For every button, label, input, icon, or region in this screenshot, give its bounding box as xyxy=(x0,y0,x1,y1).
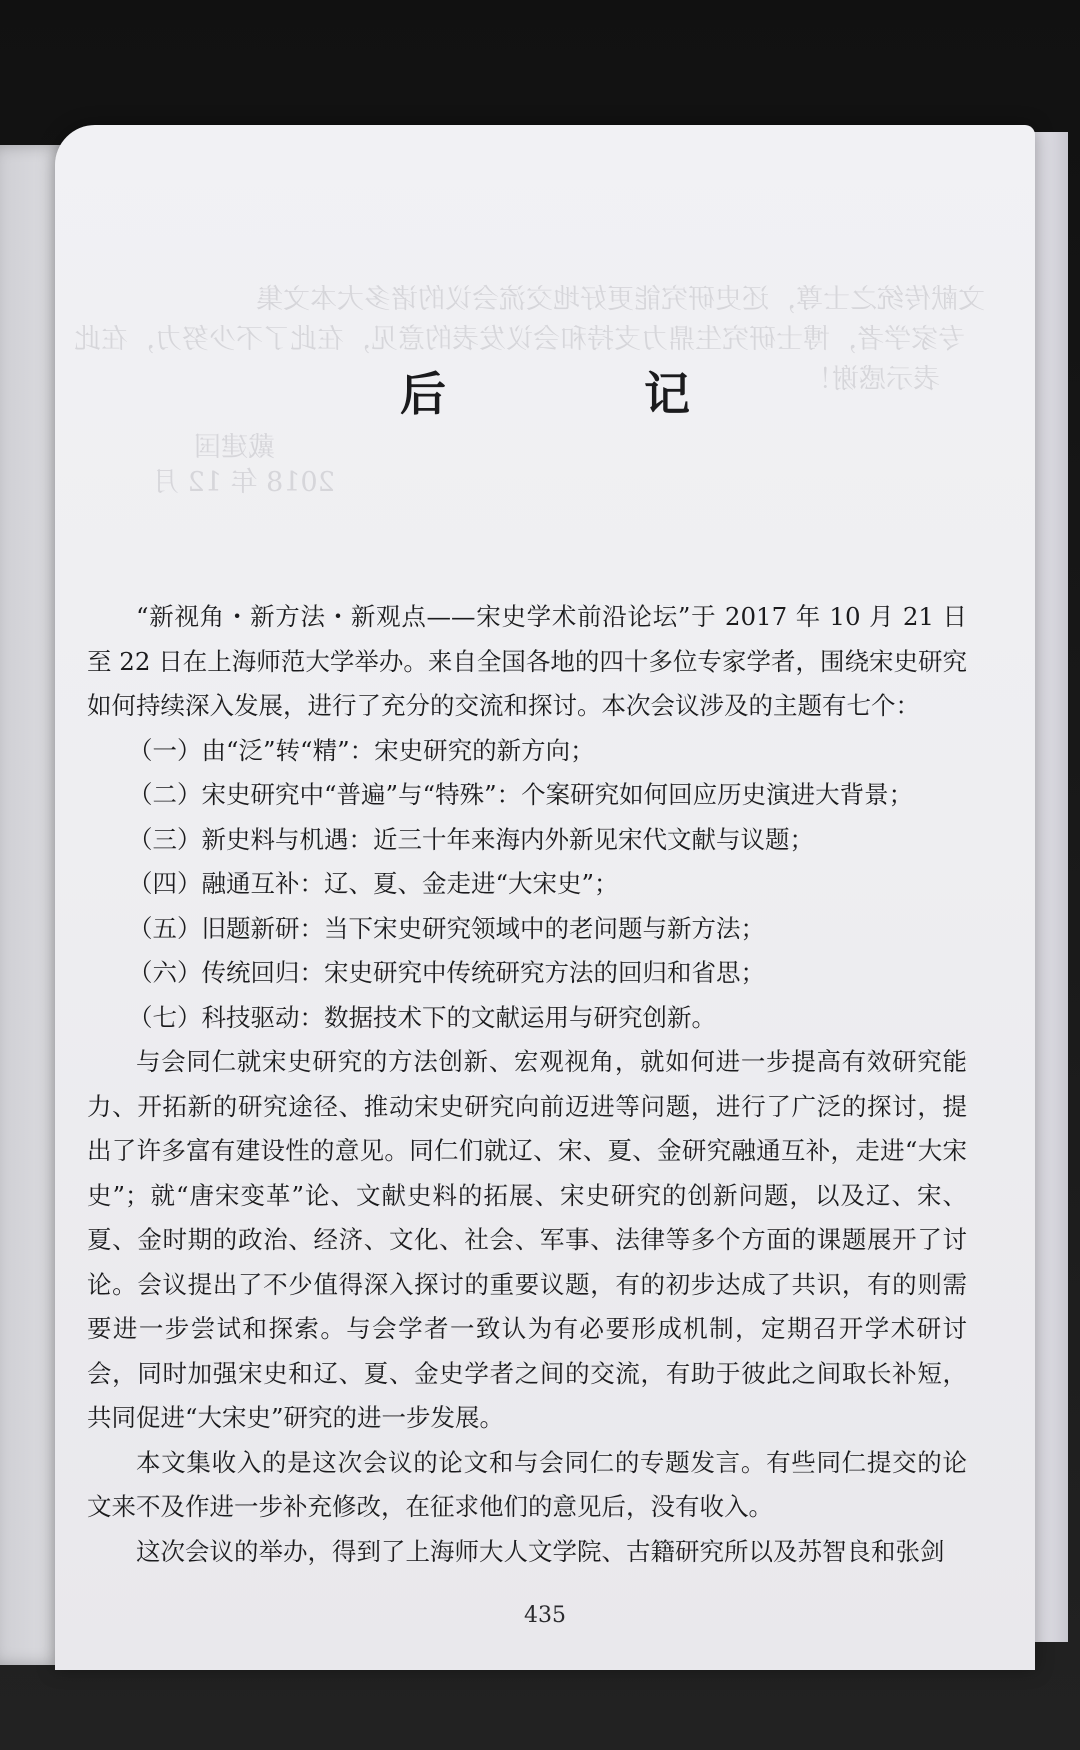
bleed-through-line-1: 文献传统之士尊，还史研究能更好地交流会议的诸多大本文集 xyxy=(256,284,985,315)
bleed-through-line-2: 专家学者，博士研究生鼎力支持和会议发表的意见，在此了不少努力，在此 xyxy=(74,324,965,355)
topic-item-7: （七）科技驱动：数据技术下的文献运用与研究创新。 xyxy=(128,1002,716,1032)
page-number: 435 xyxy=(524,1603,566,1628)
topic-item-3: （三）新史料与机遇：近三十年来海内外新见宋代文献与议题； xyxy=(128,824,814,854)
page-body xyxy=(87,595,967,1574)
paragraph-discussion: 与会同仁就宋史研究的方法创新、宏观视角，就如何进一步提高有效研究能力、开拓新的研究途径、推动宋史研究向前迈进等问题，进行了广泛的探讨，提出了许多富有建设性的意见。同仁们就辽、宋、夏、金研究融通互补，走进“大宋史”；就“唐宋变革”论、文献史料的拓展、宋史研究的创新问题，以及辽、宋、夏、金时期的政治、经济、文化、社会、军事、法律等多个方面的课题展开了讨论。会议提出了不少值得深入探讨的重要议题，有的初步达成了共识，有的则需要进一步尝试和探索。与会学者一致认为有必要形成机制，定期召开学术研讨会，同时加强宋史和辽、夏、金史学者之间的交流，有助于彼此之间取长补短，共同促进“大宋史”研究的进一步发展。 xyxy=(87,1047,967,1432)
topic-item-4: （四）融通互补：辽、夏、金走进“大宋史”； xyxy=(128,869,619,898)
topic-item-2: （二）宋史研究中“普遍”与“特殊”：个案研究如何回应历史演进大背景； xyxy=(128,780,914,809)
book-page xyxy=(55,125,1035,1670)
paragraph-intro: “新视角・新方法・新观点——宋史学术前沿论坛”于 2017 年 10 月 21 日至 22 日在上海师范大学举办。来自全国各地的四十多位专家学者，围绕宋史研究如何持续深入发展，进行了充分的交流和探讨。本次会议涉及的主题有七个： xyxy=(87,602,967,720)
topic-item-5: （五）旧题新研：当下宋史研究领域中的老问题与新方法； xyxy=(128,913,765,943)
bleed-through-line-5: 2018 年 12 月 xyxy=(152,467,335,498)
paragraph-acknowledgement: 这次会议的举办，得到了上海师大人文学院、古籍研究所以及苏智良和张剑 xyxy=(136,1536,945,1566)
topic-item-1: （一）由“泛”转“精”：宋史研究的新方向； xyxy=(128,735,595,765)
bleed-through-line-3: 表示感谢！ xyxy=(805,364,940,395)
topic-item-6: （六）传统回归：宋史研究中传统研究方法的回归和省思； xyxy=(128,958,765,987)
bleed-through-line-4: 戴建国 xyxy=(194,432,275,463)
page-title: 后 记 xyxy=(400,367,766,421)
paragraph-collection: 本文集收入的是这次会议的论文和与会同仁的专题发言。有些同仁提交的论文来不及作进一步补充修改，在征求他们的意见后，没有收入。 xyxy=(87,1447,967,1521)
